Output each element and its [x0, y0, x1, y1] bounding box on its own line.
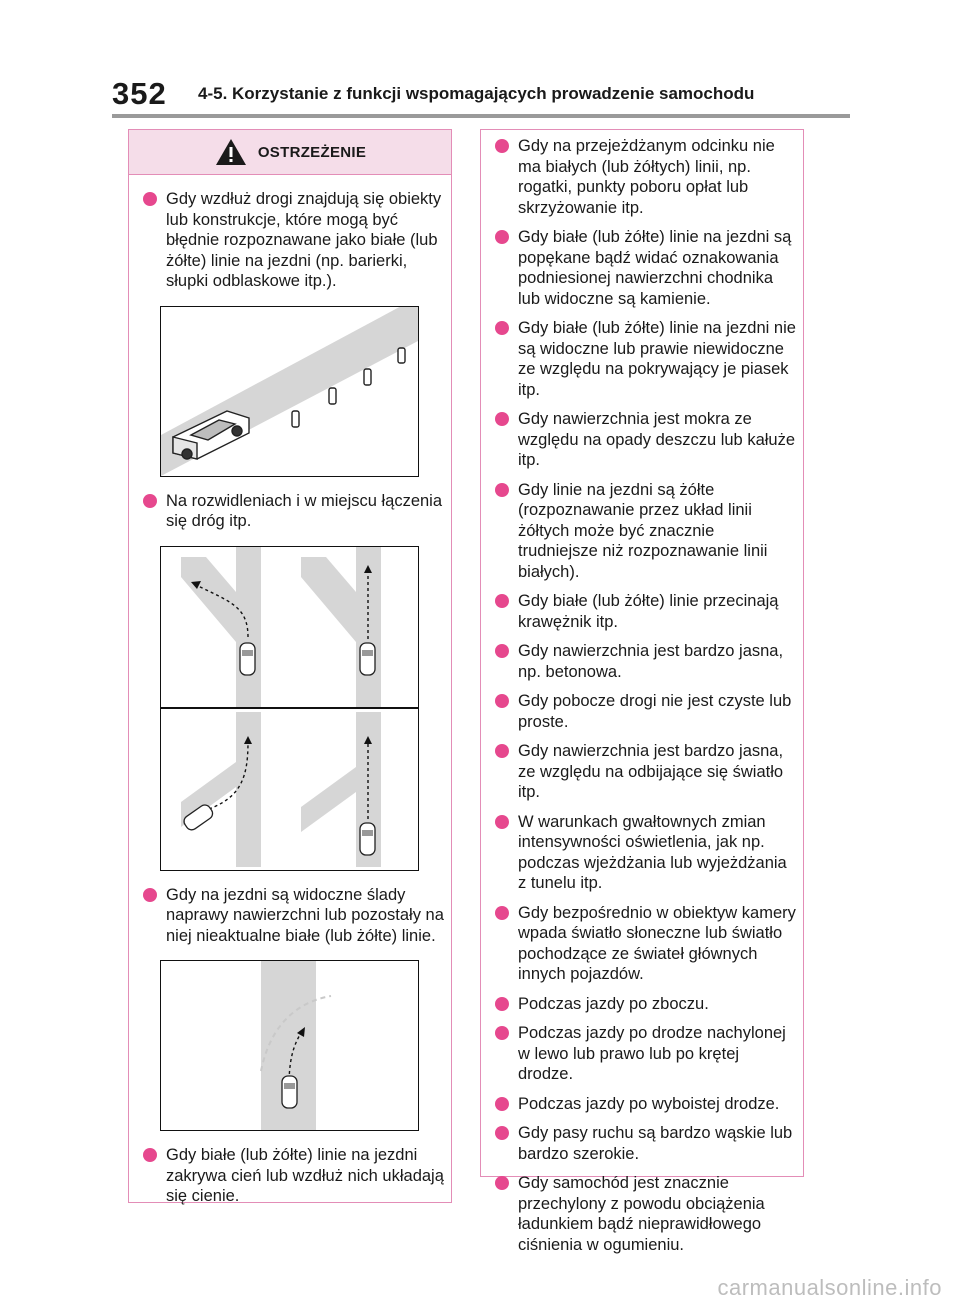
list-item-text: Podczas jazdy po zboczu.	[518, 994, 709, 1013]
warning-header	[129, 130, 451, 175]
list-item	[495, 641, 797, 682]
bullet-icon	[495, 412, 509, 426]
warning-box-right	[480, 129, 804, 1254]
page-number: 352	[112, 76, 167, 111]
bullet-icon	[143, 1148, 157, 1162]
bullet-icon	[495, 997, 509, 1011]
list-item	[495, 994, 797, 1015]
list-item	[495, 409, 797, 471]
list-item	[495, 1023, 797, 1085]
list-item	[495, 227, 797, 309]
list-item-text: Podczas jazdy po wyboistej drodze.	[518, 1094, 780, 1113]
list-item	[495, 691, 797, 732]
warning-box-left	[128, 129, 452, 1203]
bullet-icon	[495, 906, 509, 920]
list-item-text: Gdy bezpośrednio w obiektyw kamery wpada światło słoneczne lub światło pochodzące ze świateł głównych innych pojazdów.	[518, 903, 796, 983]
list-item	[495, 1123, 797, 1164]
list-item-text: Gdy nawierzchnia jest bardzo jasna, ze względu na odbijające się światło itp.	[518, 742, 784, 801]
bullet-icon	[495, 483, 509, 497]
list-item	[495, 318, 797, 400]
warning-triangle-icon	[214, 137, 248, 167]
bullet-icon	[495, 1176, 509, 1190]
car-icon	[282, 1076, 297, 1108]
list-item	[495, 591, 797, 632]
watermark: carmanualsonline.info	[717, 1275, 942, 1300]
list-item	[495, 480, 797, 583]
list-item	[143, 885, 445, 947]
list-item-text: Gdy białe (lub żółte) linie na jezdni zakrywa cień lub wzdłuż nich układają się cienie.	[166, 1146, 444, 1205]
list-item-text: Gdy linie na jezdni są żółte (rozpoznawanie przez układ linii żółtych może być znacznie trudniejsze niż rozpoznawanie linii białych).	[518, 480, 768, 581]
bullet-icon	[495, 815, 509, 829]
bullet-icon	[495, 744, 509, 758]
bullet-icon	[143, 192, 157, 206]
warning-title: OSTRZEŻENIE	[257, 143, 367, 161]
bullet-icon	[495, 594, 509, 608]
figure-barriers	[160, 306, 419, 477]
bullet-icon	[495, 1097, 509, 1111]
list-item	[495, 1094, 797, 1115]
car-icons	[182, 643, 375, 855]
list-item-text: W warunkach gwałtownych zmian intensywności oświetlenia, jak np. podczas wjeżdżania lub wyjeżdżania z tunelu itp.	[518, 812, 787, 892]
list-item	[495, 1173, 797, 1255]
list-item	[495, 741, 797, 803]
bullet-icon	[495, 694, 509, 708]
list-item-text: Podczas jazdy po drodze nachylonej w lewo lub prawo lub po krętej drodze.	[518, 1024, 786, 1083]
bullet-icon	[495, 321, 509, 335]
list-item	[495, 812, 797, 894]
list-item-text: Gdy pobocze drogi nie jest czyste lub proste.	[518, 692, 792, 731]
list-item-text: Gdy samochód jest znacznie przechylony z powodu obciążenia ładunkiem bądź nieprawidłowego ciśnienia w ogumieniu.	[518, 1174, 765, 1254]
bullet-icon	[495, 1126, 509, 1140]
bullet-icon	[143, 494, 157, 508]
bullet-icon	[495, 1026, 509, 1040]
header-rule	[112, 114, 850, 118]
figure-junctions	[160, 546, 419, 871]
list-item-text: Gdy białe (lub żółte) linie na jezdni są popękane bądź widać oznakowania podniesionej nawierzchni chodnika lub widoczne są kamienie.	[518, 228, 792, 308]
bullet-icon	[495, 644, 509, 658]
list-item-text: Gdy pasy ruchu są bardzo wąskie lub bardzo szerokie.	[518, 1124, 793, 1163]
list-item-text: Gdy na jezdni są widoczne ślady naprawy nawierzchni lub pozostały na niej nieaktualne białe (lub żółte) linie.	[166, 885, 444, 945]
list-item	[143, 189, 445, 292]
bullet-icon	[143, 888, 157, 902]
car-icon	[173, 411, 249, 459]
list-item	[143, 1145, 445, 1207]
list-item	[143, 491, 445, 532]
list-item-text: Gdy wzdłuż drogi znajdują się obiekty lub konstrukcje, które mogą być błędnie rozpoznawane jako białe (lub żółte) linie na jezdni (np. barierki, słupki odblaskowe itp.).	[166, 190, 442, 290]
list-item-text: Gdy białe (lub żółte) linie przecinają krawężnik itp.	[518, 592, 779, 631]
bullet-icon	[495, 230, 509, 244]
list-item-text: Gdy nawierzchnia jest bardzo jasna, np. betonowa.	[518, 642, 784, 681]
figure-repair-marks	[160, 960, 419, 1131]
list-item-text: Gdy na przejeżdżanym odcinku nie ma białych (lub żółtych) linii, np. rogatki, punkty poboru opłat lub skrzyżowanie itp.	[518, 137, 775, 217]
bullet-icon	[495, 139, 509, 153]
list-item-text: Gdy białe (lub żółte) linie na jezdni nie są widoczne lub prawie niewidoczne ze względu na pokrywający je piasek itp.	[518, 319, 796, 399]
list-item-text: Na rozwidleniach i w miejscu łączenia się dróg itp.	[166, 491, 443, 530]
chapter-title: 4-5. Korzystanie z funkcji wspomagających prowadzenie samochodu	[198, 84, 755, 103]
list-item	[495, 136, 797, 218]
car-window	[284, 1083, 295, 1089]
list-item	[495, 903, 797, 985]
list-item-text: Gdy nawierzchnia jest mokra ze względu na opady deszczu lub kałuże itp.	[518, 410, 796, 469]
